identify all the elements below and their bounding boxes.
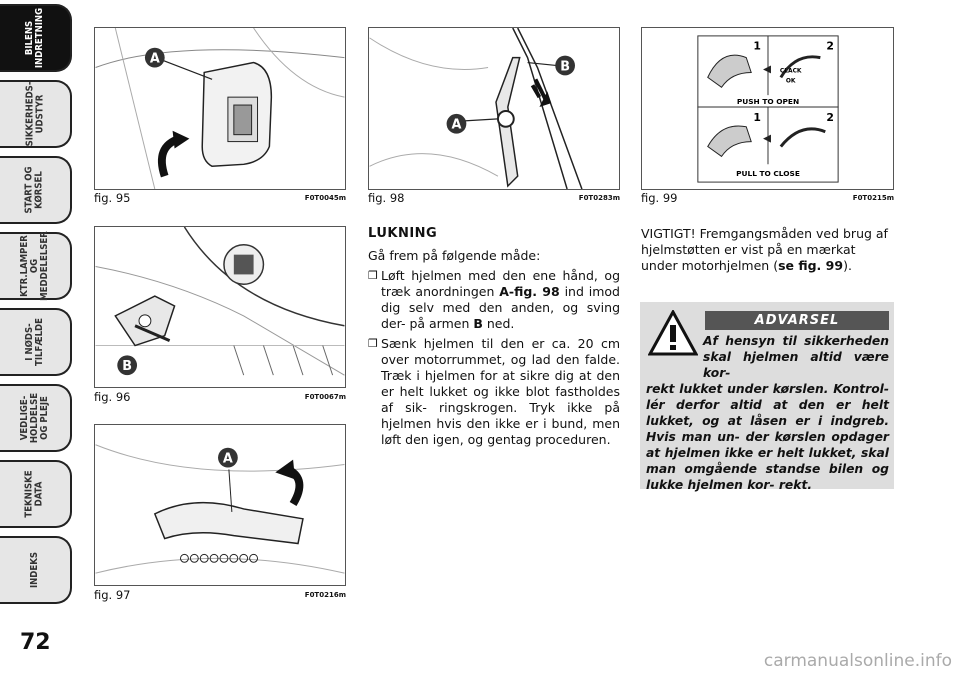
fig99-code: F0T0215m [852, 194, 894, 202]
fig97-code: F0T0216m [304, 591, 346, 599]
lukning-intro: Gå frem på følgende måde: [368, 248, 541, 263]
list-item [368, 268, 620, 332]
tab-indeks[interactable]: INDEKS [0, 536, 72, 604]
figure-96 [94, 226, 346, 388]
bullet1-text-c: ned. [482, 316, 515, 331]
fig95-code: F0T0045m [304, 194, 346, 202]
fig96-code: F0T0067m [304, 393, 346, 401]
vigtigt-end: ). [843, 258, 852, 273]
bullet-box-icon: ❒ [368, 337, 378, 350]
vigtigt-figure-ref: se fig. 99 [778, 258, 844, 273]
section-tabs [0, 0, 72, 640]
warning-text-rest: rekt lukket under kørslen. Kontrol- lér derfor altid at den er helt lukket, og at låsen er i indgreb. Hvis man un- der kørslen opdager at hjelmen ikke er helt lukket, skal man omgående standse bilen og lukke hjelmen kor- rekt. [646, 382, 889, 492]
warning-text [646, 333, 889, 493]
fig98-label-b: B [560, 59, 571, 75]
tab-bilens-indretning[interactable]: BILENS INDRETNING [0, 4, 72, 72]
bullet1-text-b: ind imod dig selv med den anden, og sving der- på armen [381, 284, 620, 331]
fig99-caption: fig. 99 [641, 191, 678, 205]
bullet2-text: Sænk hjelmen til den er ca. 20 cm over motorrummet, og lad den falde. Træk i hjelmen for at sikre dig at den er helt lukket og ikke blot fastholdes af sik- ringskrogen. Tryk ikke på hjelmen hvis den ikke er i bund, men løft den igen, og gentag proceduren. [381, 336, 620, 447]
bullet1-arm-ref: B [473, 316, 483, 331]
tab-start-og-korsel[interactable]: START OG KØRSEL [0, 156, 72, 224]
tab-kontrollamper[interactable]: KTR.LAMPER OG MEDDELELSER [0, 232, 72, 300]
tab-tekniske-data[interactable]: TEKNISKE DATA [0, 460, 72, 528]
fig99-clack: CLACK [779, 68, 802, 75]
fig98-label-a: A [451, 117, 462, 133]
figure-97 [94, 424, 346, 586]
fig99-pull-to-close: PULL TO CLOSE [736, 169, 800, 179]
fig99-n1-bottom: 1 [753, 110, 761, 124]
fig99-push-to-open: PUSH TO OPEN [736, 97, 800, 107]
lukning-section [368, 226, 620, 452]
watermark: carmanualsonline.info [763, 651, 952, 671]
fig95-caption: fig. 95 [94, 191, 131, 205]
fig98-code: F0T0283m [578, 194, 620, 202]
tab-i-nodstilfaelde[interactable]: I NØDS- TILFÆLDE [0, 308, 72, 376]
vigtigt-text: VIGTIGT! Fremgangsmåden ved brug af hjelmstøtten er vist på en mærkat under motorhjelmen ( [641, 226, 888, 273]
lukning-heading: LUKNING [368, 226, 438, 241]
fig99-n2-bottom: 2 [826, 110, 835, 124]
fig96-label-b: B [122, 359, 133, 375]
list-item [368, 336, 620, 448]
tab-sikkerhedsudstyr[interactable]: SIKKERHEDS- UDSTYR [0, 80, 72, 148]
figure-95 [94, 27, 346, 190]
fig96-caption: fig. 96 [94, 390, 131, 404]
fig97-caption: fig. 97 [94, 588, 131, 602]
fig95-label-a: A [149, 51, 160, 67]
figure-98 [368, 27, 620, 190]
fig99-n1-top: 1 [753, 39, 761, 53]
fig97-label-a: A [222, 451, 233, 467]
fig99-n2-top: 2 [826, 39, 835, 53]
warning-title: ADVARSEL [705, 311, 889, 330]
bullet1-text-a: Løft hjelmen med den ene hånd, og træk anordningen [381, 268, 620, 299]
fig98-caption: fig. 98 [368, 191, 405, 205]
warning-text-first: Af hensyn til sikkerheden skal hjelmen altid være kor- [703, 334, 889, 380]
tab-vedligeholdelse[interactable]: VEDLIGE- HOLDELSE OG PLEJE [0, 384, 72, 452]
figure-99 [641, 27, 894, 190]
bullet-box-icon: ❒ [368, 269, 378, 282]
vigtigt-note [641, 226, 893, 274]
bullet1-figure-ref: A-fig. 98 [499, 284, 560, 299]
page-number: 72 [20, 630, 51, 655]
fig99-ok: OK [785, 78, 796, 85]
